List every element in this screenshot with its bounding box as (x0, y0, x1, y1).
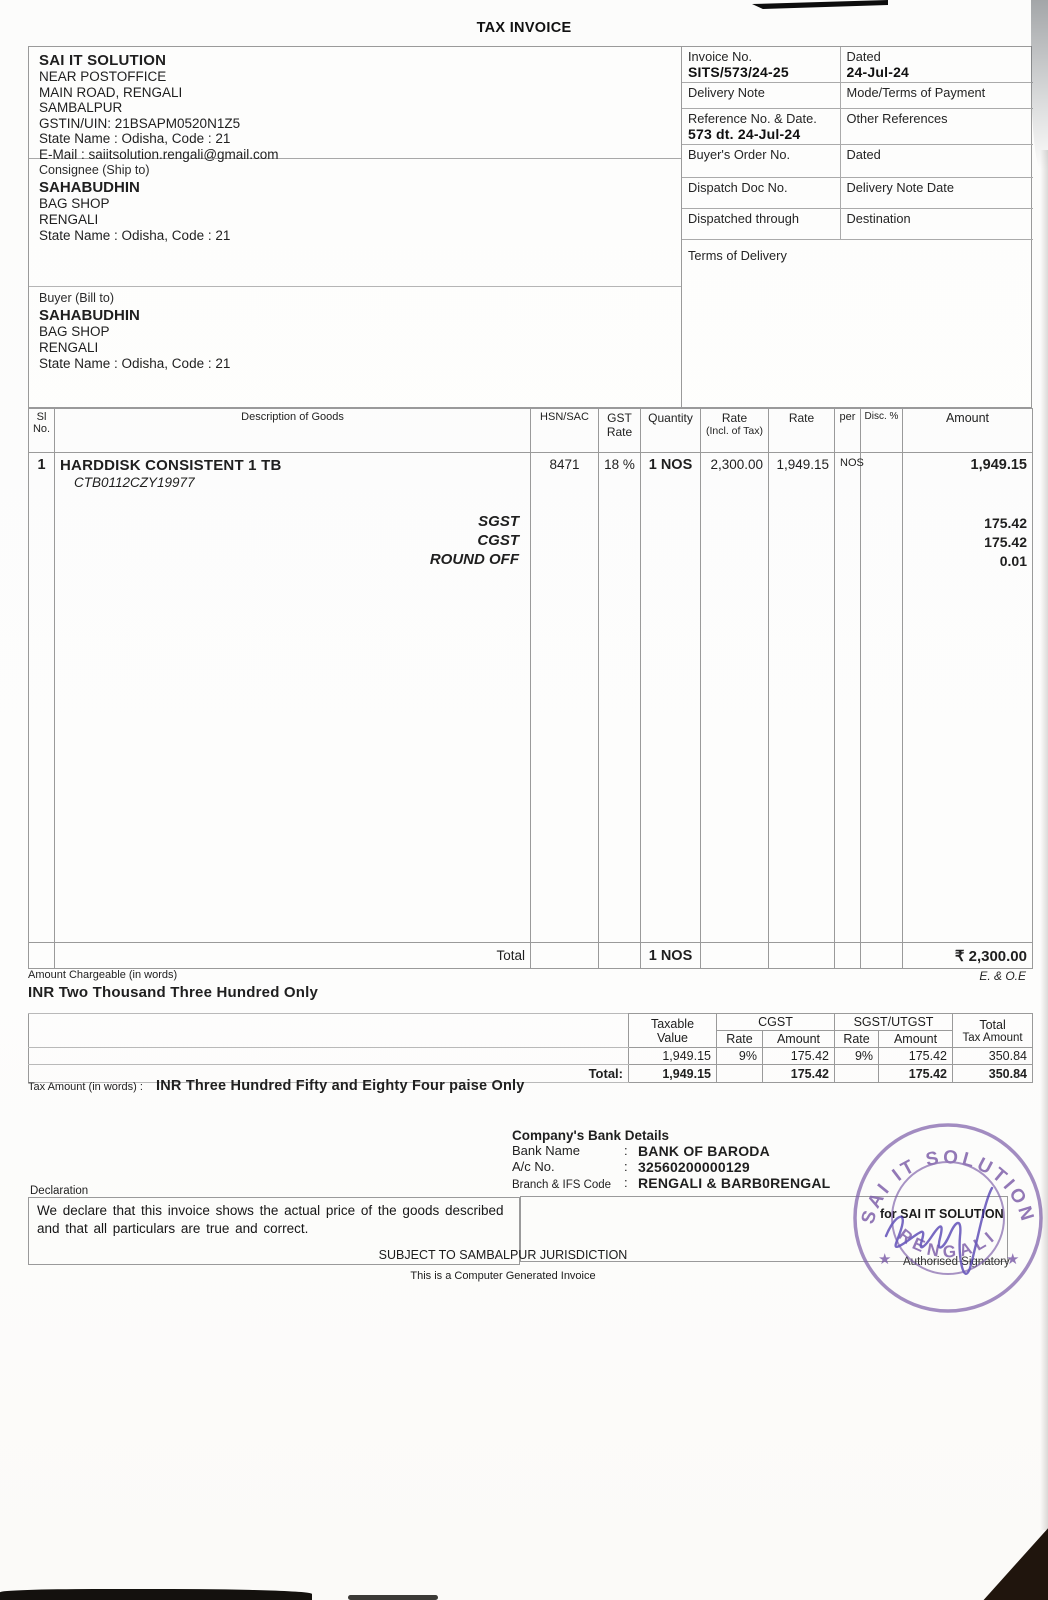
col-sl: Sl No. (29, 409, 55, 453)
eoe-note: E. & O.E (979, 969, 1026, 983)
computer-generated-note: This is a Computer Generated Invoice (410, 1270, 596, 1282)
tax-data-row (29, 1048, 1033, 1065)
bank-name-value: BANK OF BARODA (638, 1143, 770, 1159)
tax-total-sgst: 175.42 (879, 1065, 953, 1083)
scan-artifact-right (1031, 0, 1048, 170)
dispatched-through-label: Dispatched through (688, 211, 799, 226)
delivery-note-date-label: Delivery Note Date (846, 180, 954, 195)
tax-total-amount: 350.84 (953, 1048, 1033, 1065)
signature-stroke (886, 1188, 992, 1274)
bank-ac-label: A/c No. (512, 1159, 555, 1174)
reference-label: Reference No. & Date. (688, 111, 817, 126)
item-quantity: 1 NOS (641, 453, 701, 943)
bank-details-block: Company's Bank Details Bank Name : BANK OF BARODA A/c No. : 32560200000129 Branch & IFS Code : RENGALI & BARB0RENGAL (512, 1128, 932, 1193)
charge-label-sgst: SGST (478, 513, 519, 530)
delivery-note-label: Delivery Note (688, 85, 765, 100)
charge-amount-sgst: 175.42 (984, 515, 1027, 531)
tax-total-label: Total: (29, 1065, 629, 1083)
payment-mode-label: Mode/Terms of Payment (846, 85, 986, 100)
dated-label: Dated (846, 49, 881, 64)
buyer-line: BAG SHOP (39, 324, 110, 339)
buyers-order-label: Buyer's Order No. (688, 147, 791, 162)
col-rate-incl: Rate (Incl. of Tax) (701, 409, 769, 453)
amount-in-words-block (28, 969, 1032, 1001)
stamp-star-left-icon: ★ (878, 1251, 892, 1268)
invoice-no-value: SITS/573/24-25 (688, 64, 789, 80)
info-row-terms (682, 240, 1033, 409)
bank-title: Company's Bank Details (512, 1128, 670, 1143)
document-title: TAX INVOICE (476, 20, 572, 36)
scan-artifact-bottom-smudge (348, 1595, 438, 1600)
bank-name-label: Bank Name (512, 1143, 580, 1158)
seller-address-line: SAMBALPUR (39, 100, 123, 115)
consignee-name: SAHABUDHIN (39, 179, 140, 196)
col-disc: Disc. % (861, 409, 903, 453)
buyer-line: RENGALI (39, 340, 99, 355)
col-hsn: HSN/SAC (531, 409, 599, 453)
bank-ac-value: 32560200000129 (638, 1159, 750, 1175)
buyer-block (29, 287, 681, 409)
amount-words-label: Amount Chargeable (in words) (28, 969, 178, 981)
consignee-line: BAG SHOP (39, 196, 110, 211)
stamp-arc-bottom-text: RENGALI (894, 1225, 1002, 1262)
tax-col-sgst-amount: Amount (879, 1031, 953, 1048)
bank-branch-value: RENGALI & BARB0RENGAL (638, 1175, 831, 1191)
stamp-arc-top-text: SAI IT SOLUTION (857, 1146, 1039, 1227)
items-total-amount: ₹ 2,300.00 (903, 943, 1033, 969)
item-amount: 1,949.15 (970, 457, 1027, 473)
for-company-line: for SAI IT SOLUTION (880, 1207, 1004, 1221)
header-box (28, 46, 1032, 408)
items-total-label: Total (55, 943, 531, 969)
col-rate: Rate (769, 409, 835, 453)
declaration-label: Declaration (30, 1185, 89, 1197)
svg-text:RENGALI (895, 1225, 1001, 1261)
stamp-star-right-icon: ★ (1006, 1251, 1020, 1268)
tax-words-colon: : (139, 1081, 143, 1093)
col-per: per (835, 409, 861, 453)
col-quantity: Quantity (641, 409, 701, 453)
invoice-info-grid (681, 47, 1033, 409)
tax-cgst-rate: 9% (717, 1048, 763, 1065)
items-table (28, 408, 1032, 969)
other-references-label: Other References (846, 111, 948, 126)
terms-of-delivery-label: Terms of Delivery (688, 248, 787, 263)
tax-sgst-rate: 9% (835, 1048, 879, 1065)
authorised-signatory-label: Authorised Signatory (903, 1256, 1010, 1268)
item-serial: CTB0112CZY19977 (74, 475, 195, 490)
tax-col-total: Total Tax Amount (953, 1014, 1033, 1048)
buyer-label: Buyer (Bill to) (39, 291, 115, 305)
item-amount-cell (903, 453, 1033, 943)
info-row-buyers-order (682, 145, 1033, 178)
info-row-invoice-no (682, 47, 1033, 83)
col-description: Description of Goods (55, 409, 531, 453)
bank-branch-label: Branch & IFS Code (512, 1179, 612, 1191)
items-total-quantity: 1 NOS (641, 943, 701, 969)
buyers-order-dated-label: Dated (846, 147, 881, 162)
item-name: HARDDISK CONSISTENT 1 TB (60, 457, 282, 474)
item-gst-rate: 18 % (599, 453, 641, 943)
info-row-dispatch-doc (682, 178, 1033, 209)
item-disc (861, 453, 903, 943)
tax-cgst-amount: 175.42 (763, 1048, 835, 1065)
consignee-label: Consignee (Ship to) (39, 163, 150, 177)
tax-summary-table (28, 1013, 1032, 1083)
tax-col-taxable: Taxable Value (629, 1014, 717, 1048)
seller-address-line: MAIN ROAD, RENGALI (39, 84, 183, 100)
jurisdiction-note: SUBJECT TO SAMBALPUR JURISDICTION (378, 1248, 628, 1262)
tax-total-taxable: 1,949.15 (629, 1065, 717, 1083)
consignee-block (29, 159, 681, 287)
charge-amount-cgst: 175.42 (984, 534, 1027, 550)
buyer-state: State Name : Odisha, Code : 21 (39, 356, 231, 371)
item-row (29, 453, 1033, 943)
charge-amounts (908, 514, 1027, 571)
tax-words-block (28, 1078, 1032, 1094)
seller-block (29, 47, 681, 162)
item-per: NOS (835, 453, 861, 943)
invoice-no-label: Invoice No. (688, 49, 753, 64)
dated-value: 24-Jul-24 (846, 64, 910, 80)
seller-gstin: GSTIN/UIN: 21BSAPM0520N1Z5 (39, 115, 241, 131)
declaration-text: We declare that this invoice shows the actual price of the goods described and that all particulars are true and correct. (37, 1203, 504, 1236)
tax-sgst-amount: 175.42 (879, 1048, 953, 1065)
destination-label: Destination (846, 211, 911, 226)
buyer-name: SAHABUDHIN (39, 307, 140, 324)
scan-artifact-right-shade (1040, 150, 1048, 1530)
seller-name: SAI IT SOLUTION (39, 52, 167, 69)
tax-col-cgst: CGST (717, 1014, 835, 1031)
tax-total-cgst: 175.42 (763, 1065, 835, 1083)
dispatch-doc-label: Dispatch Doc No. (688, 180, 788, 195)
scan-artifact-bottom-right (978, 1522, 1048, 1600)
charge-labels (60, 512, 525, 569)
item-hsn: 8471 (531, 453, 599, 943)
item-sl: 1 (29, 453, 55, 943)
amount-words-value: INR Two Thousand Three Hundred Only (28, 984, 319, 1001)
company-stamp (848, 1118, 1048, 1318)
charge-label-cgst: CGST (477, 532, 519, 549)
tax-col-cgst-amount: Amount (763, 1031, 835, 1048)
consignee-state: State Name : Odisha, Code : 21 (39, 228, 231, 243)
seller-address-line: NEAR POSTOFFICE (39, 69, 167, 84)
scan-artifact-bottom-left (0, 1589, 312, 1600)
charge-amount-roundoff: 0.01 (999, 553, 1027, 569)
tax-taxable-value: 1,949.15 (629, 1048, 717, 1065)
item-description-cell (55, 453, 531, 943)
items-total-row (29, 943, 1033, 969)
item-rate-incl: 2,300.00 (701, 453, 769, 943)
col-gst-rate: GST Rate (599, 409, 641, 453)
seller-state: State Name : Odisha, Code : 21 (39, 131, 231, 146)
item-rate: 1,949.15 (769, 453, 835, 943)
tax-words-value: INR Three Hundred Fifty and Eighty Four paise Only (156, 1078, 525, 1094)
col-amount: Amount (903, 409, 1033, 453)
tax-total-overall: 350.84 (953, 1065, 1033, 1083)
tax-words-label: Tax Amount (in words) (28, 1081, 137, 1093)
seller-email: E-Mail : saiitsolution.rengali@gmail.com (39, 146, 279, 162)
scan-artifact-top (752, 0, 888, 9)
info-row-reference (682, 109, 1033, 145)
info-row-dispatched-through (682, 209, 1033, 240)
tax-col-sgst: SGST/UTGST (835, 1014, 953, 1031)
reference-value: 573 dt. 24-Jul-24 (688, 126, 801, 142)
consignee-line: RENGALI (39, 212, 99, 227)
tax-col-sgst-rate: Rate (835, 1031, 879, 1048)
charge-label-roundoff: ROUND OFF (429, 551, 519, 568)
svg-text:SAI IT SOLUTION (858, 1147, 1039, 1227)
info-row-delivery-note (682, 83, 1033, 109)
tax-col-cgst-rate: Rate (717, 1031, 763, 1048)
